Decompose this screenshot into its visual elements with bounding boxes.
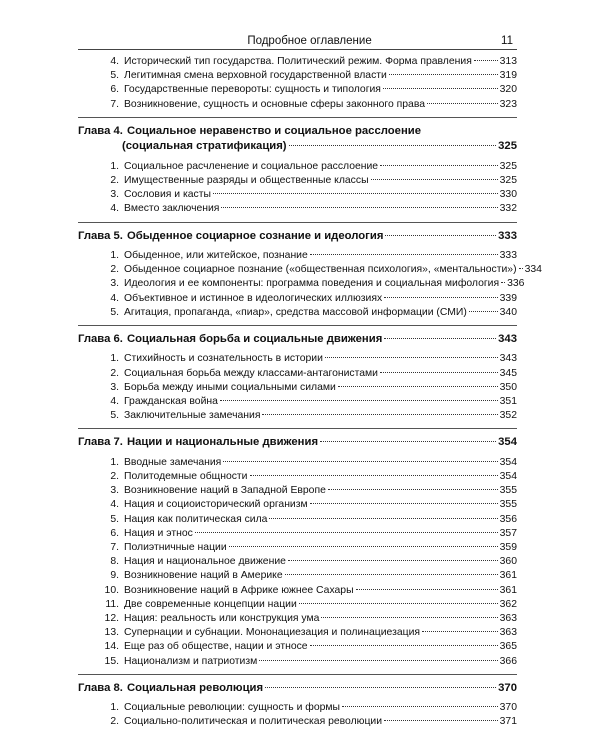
chapter-title-continuation: (социальная стратификация) (122, 140, 287, 153)
entry-number: 14. (104, 641, 119, 653)
entry-number: 12. (104, 612, 119, 624)
dot-leader (338, 386, 498, 387)
chapter-heading[interactable] (78, 325, 517, 351)
entry-page: 352 (499, 410, 517, 422)
dot-leader (519, 268, 523, 269)
entry-title: Нация и социоисторический организм (124, 499, 308, 511)
dot-leader (265, 687, 496, 688)
dot-leader (384, 338, 496, 339)
entry-number: 4. (110, 499, 119, 511)
entry-number: 7. (110, 542, 119, 553)
entry-title: Борьба между иными социальными силами (124, 381, 336, 393)
dot-leader (310, 645, 498, 646)
dot-leader (356, 589, 498, 590)
entry-page: 357 (499, 527, 517, 539)
entry-title: Национализм и патриотизм (124, 655, 258, 667)
entry-page: 356 (499, 513, 517, 525)
toc-entry[interactable] (78, 470, 517, 484)
entry-title: Социальные революции: сущность и формы (124, 702, 340, 714)
entry-number: 3. (110, 278, 119, 290)
entry-number: 2. (110, 471, 119, 483)
toc-entry[interactable] (78, 527, 517, 541)
entry-page: 334 (524, 264, 542, 276)
dot-leader (285, 574, 498, 575)
entry-number: 5. (110, 306, 119, 318)
entry-number: 1. (110, 250, 119, 261)
toc-entry[interactable] (78, 277, 525, 291)
dot-leader (288, 560, 498, 561)
entry-number: 13. (104, 627, 119, 639)
toc-entry[interactable] (78, 584, 517, 598)
dot-leader (213, 193, 498, 194)
toc-entry[interactable] (78, 655, 517, 669)
entry-title: Возникновение наций в Африке южнее Сахары (124, 584, 354, 596)
toc-entry[interactable] (78, 202, 517, 216)
entry-title: Сословия и касты (124, 189, 211, 201)
dot-leader (229, 546, 498, 547)
chapter-entries (78, 160, 517, 217)
table-of-contents (78, 55, 542, 730)
entry-number: 1. (110, 456, 119, 468)
dot-leader (384, 297, 498, 298)
entry-number: 2. (110, 264, 119, 276)
entry-title: Легитимная смена верховной государственной власти (124, 70, 387, 82)
entry-number: 6. (110, 527, 119, 539)
entry-number: 8. (110, 556, 119, 568)
toc-entry[interactable] (78, 701, 517, 715)
dot-leader (501, 282, 505, 283)
entry-title: Гражданская война (124, 396, 218, 407)
toc-entry[interactable] (78, 715, 517, 729)
entry-title: Возникновение наций в Западной Европе (124, 485, 326, 497)
dot-leader (385, 235, 496, 236)
chapter-label: Глава 6. (78, 332, 123, 345)
dot-leader (389, 74, 498, 75)
toc-page (78, 30, 542, 730)
toc-entry[interactable] (78, 160, 517, 174)
toc-entry[interactable] (78, 174, 517, 188)
toc-entry[interactable] (78, 263, 542, 277)
entry-page: 355 (499, 499, 517, 511)
entry-page: 333 (499, 250, 517, 261)
entry-page: 320 (499, 84, 517, 96)
chapter-entries (78, 249, 542, 320)
chapter-page: 370 (498, 681, 517, 694)
entry-page: 350 (499, 381, 517, 393)
chapter-page: 343 (498, 332, 517, 345)
chapter-page: 325 (498, 140, 517, 153)
entry-number: 4. (110, 56, 119, 67)
toc-entry[interactable] (78, 83, 517, 97)
dot-leader (195, 532, 498, 533)
entry-title: Заключительные замечания (124, 410, 261, 422)
entry-number: 2. (110, 174, 119, 186)
chapter-page: 333 (498, 229, 517, 242)
chapter-title: Социальная революция (126, 681, 264, 694)
entry-number: 11. (105, 598, 119, 610)
chapter-heading[interactable] (78, 222, 517, 248)
entry-number: 4. (110, 292, 119, 304)
chapter-label: Глава 8. (78, 681, 123, 694)
toc-entry[interactable] (78, 69, 517, 83)
chapter-label: Глава 5. (78, 229, 123, 242)
entry-page: 365 (499, 641, 517, 653)
entry-number: 9. (110, 570, 119, 582)
entry-page: 325 (499, 174, 517, 186)
toc-entry[interactable] (78, 456, 517, 470)
entry-title: Полиэтничные нации (124, 542, 227, 553)
toc-entry[interactable] (78, 569, 517, 583)
entry-page: 362 (499, 598, 517, 610)
toc-entry[interactable] (78, 188, 517, 202)
entry-title: Две современные концепции нации (124, 598, 297, 610)
chapter-heading[interactable] (78, 674, 517, 700)
dot-leader (371, 179, 498, 180)
dot-leader (325, 357, 498, 358)
entry-title: Вводные замечания (124, 456, 222, 468)
chapter-title: Социальная борьба и социальные движения (126, 332, 383, 345)
entry-page: 340 (499, 306, 517, 318)
entry-title: Идеология и ее компоненты: программа поведения и социальная мифология (124, 278, 500, 290)
dot-leader (320, 441, 496, 442)
entry-page: 339 (499, 292, 517, 304)
entry-page: 366 (499, 655, 517, 667)
entry-title: Политодемные общности (124, 471, 248, 483)
toc-entry[interactable] (78, 498, 517, 512)
page-header (78, 30, 517, 50)
entry-title: Вместо заключения (124, 203, 220, 215)
chapter-title: Обыденное социарное сознание и идеология (126, 229, 384, 242)
entry-number: 1. (110, 160, 119, 172)
toc-entry[interactable] (78, 626, 517, 640)
toc-entry[interactable] (78, 598, 517, 612)
entry-title: Имущественные разряды и общественные классы (124, 174, 369, 186)
chapter-entries (78, 352, 517, 423)
entry-page: 319 (499, 70, 517, 82)
entry-title: Государственные перевороты: сущность и типология (124, 84, 381, 96)
entry-page: 325 (499, 160, 517, 172)
dot-leader (427, 103, 498, 104)
dot-leader (380, 165, 498, 166)
chapter-page: 354 (498, 436, 517, 449)
chapter-heading[interactable] (78, 428, 517, 454)
entry-number: 2. (110, 367, 119, 379)
dot-leader (220, 400, 498, 401)
running-title: Подробное оглавление (247, 35, 372, 47)
toc-entry[interactable] (78, 395, 517, 409)
dot-leader (250, 475, 498, 476)
dot-leader (310, 254, 498, 255)
entry-number: 3. (110, 381, 119, 393)
entry-title: Еще раз об обществе, нации и этносе (124, 641, 308, 653)
entry-number: 1. (110, 702, 119, 714)
entry-title: Агитация, пропаганда, «пиар», средства массовой информации (СМИ) (124, 306, 467, 318)
entry-page: 370 (499, 702, 517, 714)
dot-leader (259, 660, 497, 661)
entry-number: 5. (110, 70, 119, 82)
entry-page: 371 (499, 716, 517, 728)
dot-leader (328, 489, 498, 490)
toc-entry[interactable] (78, 409, 517, 423)
entry-title: Социально-политическая и политическая революции (124, 716, 383, 728)
chapter-label: Глава 7. (78, 436, 123, 449)
entry-title: Нация и национальное движение (124, 556, 286, 568)
toc-entry[interactable] (78, 612, 517, 626)
entry-number: 2. (110, 716, 119, 728)
entry-title: Обыденное социарное познание («общественная психология», «ментальности») (124, 264, 517, 276)
entry-number: 5. (110, 513, 119, 525)
entry-page: 361 (499, 584, 517, 596)
entry-title: Обыденное, или житейское, познание (124, 250, 308, 261)
dot-leader (342, 706, 498, 707)
entry-title: Стихийность и сознательность в истории (124, 353, 323, 365)
entry-page: 330 (499, 189, 517, 201)
entry-number: 7. (110, 98, 119, 110)
entry-page: 354 (499, 456, 517, 468)
toc-entry[interactable] (78, 306, 517, 320)
chapter-title: Социальное неравенство и социальное расслоение (126, 124, 422, 137)
toc-entry[interactable] (78, 555, 517, 569)
toc-entry[interactable] (78, 292, 517, 306)
chapter-entries (78, 456, 517, 669)
entry-number: 5. (110, 410, 119, 422)
entry-title: Социальная борьба между классами-антагонистами (124, 367, 378, 379)
entry-page: 354 (499, 471, 517, 483)
chapter-entries (78, 701, 517, 729)
entry-page: 345 (499, 367, 517, 379)
entry-page: 361 (499, 570, 517, 582)
entry-page: 359 (499, 542, 517, 553)
entry-title: Возникновение наций в Америке (124, 570, 283, 582)
entry-number: 6. (110, 84, 119, 96)
entry-title: Социальное расчленение и социальное расслоение (124, 160, 379, 172)
dot-leader (289, 145, 497, 146)
dot-leader (262, 414, 497, 415)
toc-entry[interactable] (78, 352, 517, 366)
chapter-label: Глава 4. (78, 124, 123, 137)
entry-page: 363 (499, 612, 517, 624)
entry-page: 343 (499, 353, 517, 365)
toc-entry[interactable] (78, 55, 517, 69)
entry-number: 4. (110, 203, 119, 215)
entry-number: 3. (110, 485, 119, 497)
entry-title: Нация и этнос (124, 527, 193, 539)
entry-page: 332 (499, 203, 517, 215)
entry-number: 10. (104, 584, 119, 596)
toc-entry[interactable] (78, 640, 517, 654)
dot-leader (223, 461, 497, 462)
entry-title: Нация как политическая сила (124, 513, 268, 525)
toc-entry[interactable] (78, 98, 517, 112)
entry-number: 15. (104, 655, 119, 667)
entry-number: 4. (110, 396, 119, 407)
chapter-title: Нации и национальные движения (126, 436, 319, 449)
dot-leader (299, 603, 498, 604)
dot-leader (221, 207, 497, 208)
chapter-heading[interactable] (78, 117, 517, 158)
toc-entry[interactable] (78, 541, 517, 555)
entry-page: 336 (507, 278, 525, 290)
entry-title: Исторический тип государства. Политический режим. Форма правления (124, 56, 472, 67)
entry-page: 355 (499, 485, 517, 497)
dot-leader (469, 311, 498, 312)
dot-leader (474, 60, 498, 61)
entry-page: 351 (499, 396, 517, 407)
dot-leader (321, 617, 497, 618)
entry-number: 1. (110, 353, 119, 365)
toc-entry[interactable] (78, 367, 517, 381)
entry-page: 363 (499, 627, 517, 639)
toc-entry[interactable] (78, 249, 517, 263)
entry-page: 360 (499, 556, 517, 568)
toc-entry[interactable] (78, 484, 517, 498)
dot-leader (380, 372, 498, 373)
page-number: 11 (501, 35, 513, 47)
entry-page: 323 (499, 98, 517, 110)
dot-leader (310, 503, 498, 504)
dot-leader (384, 720, 498, 721)
entry-title: Возникновение, сущность и основные сферы законного права (124, 98, 426, 110)
toc-entry[interactable] (78, 513, 517, 527)
entry-title: Объективное и истинное в идеологических иллюзиях (124, 292, 383, 304)
dot-leader (383, 88, 498, 89)
dot-leader (422, 631, 498, 632)
entry-title: Нация: реальность или конструкция ума (124, 612, 320, 624)
entries-group (78, 55, 517, 112)
toc-entry[interactable] (78, 381, 517, 395)
entry-title: Супернации и субнации. Мононациезация и полинациезация (124, 627, 421, 639)
entry-page: 313 (499, 56, 517, 67)
entry-number: 3. (110, 189, 119, 201)
dot-leader (269, 518, 497, 519)
